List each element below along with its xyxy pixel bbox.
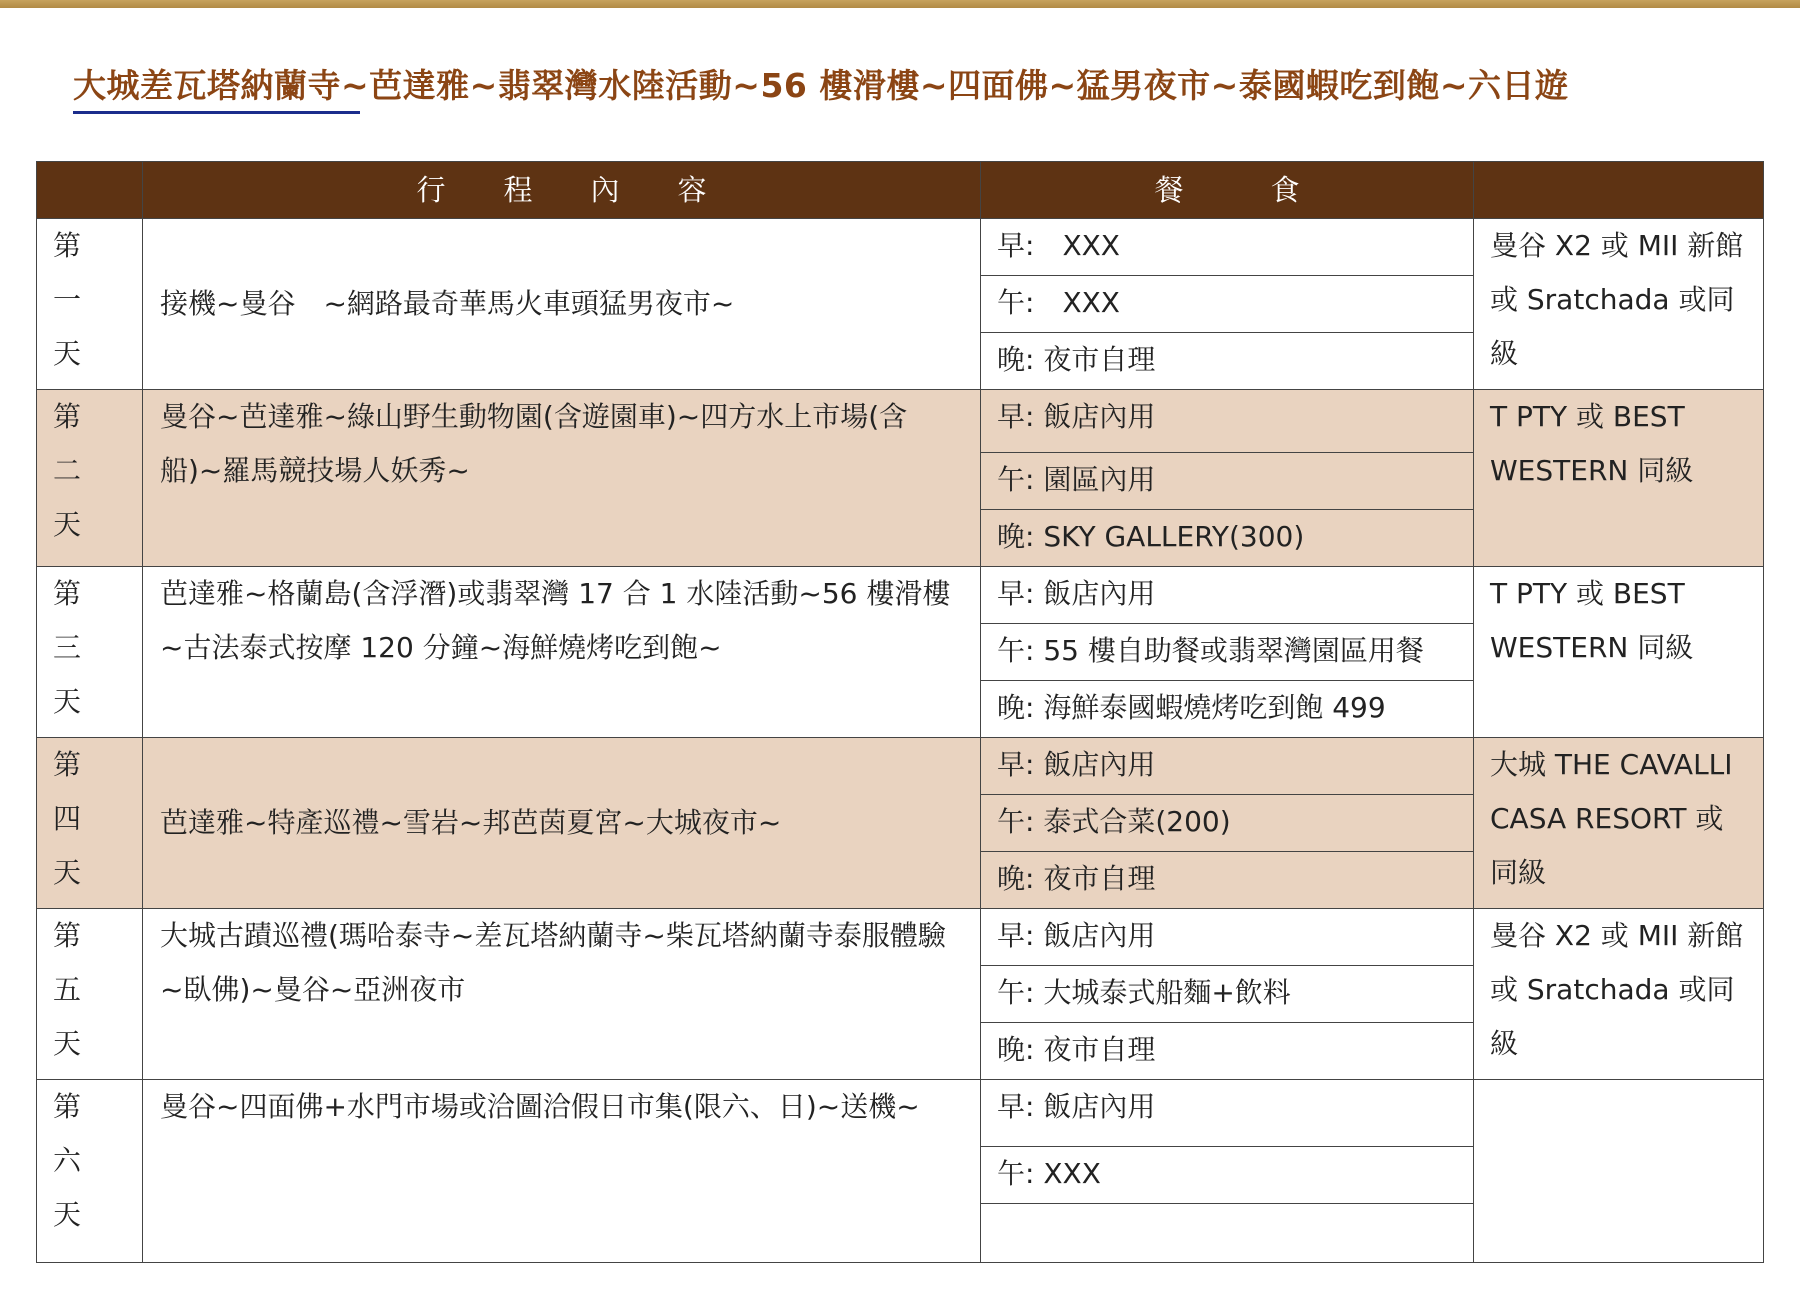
meal-cell [981, 1023, 1474, 1080]
day-char: 第 [53, 919, 82, 952]
meal-cell [981, 219, 1474, 276]
itinerary-cell [143, 738, 981, 909]
meal-label: 午: [997, 805, 1035, 838]
table-row [37, 390, 1764, 453]
meal-label: 午: [997, 634, 1035, 667]
meal-value: 泰式合菜(200) [1034, 805, 1231, 838]
meal-cell [981, 567, 1474, 624]
table-header-row [37, 162, 1764, 219]
day-char: 天 [53, 337, 82, 370]
itinerary-text: 曼谷~四面佛+水門市場或洽圖洽假日市集(限六、日)~送機~ [160, 1090, 920, 1123]
meal-label: 午: [997, 976, 1035, 1009]
meal-label: 午: [997, 286, 1035, 319]
meal-value: 大城泰式船麵+飲料 [1034, 976, 1291, 1009]
meal-label: 午: [997, 463, 1035, 496]
itinerary-text: 芭達雅~特產巡禮~雪岩~邦芭茵夏宮~大城夜市~ [160, 806, 782, 839]
day-char: 天 [53, 508, 82, 541]
title-underline [73, 111, 360, 114]
day-char: 天 [53, 1027, 82, 1060]
header-hotel [1474, 162, 1764, 219]
meal-label: 晚: [997, 1033, 1035, 1066]
meal-value: XXX [1034, 229, 1120, 262]
meal-label: 午: [997, 1157, 1035, 1190]
top-decorative-rule [0, 0, 1800, 8]
day-char: 四 [53, 802, 82, 835]
meal-label: 早: [997, 229, 1035, 262]
itinerary-text: 大城古蹟巡禮(瑪哈泰寺~差瓦塔納蘭寺~柴瓦塔納蘭寺泰服體驗~臥佛)~曼谷~亞洲夜市 [160, 919, 946, 1006]
meal-label: 晚: [997, 691, 1035, 724]
meal-cell [981, 624, 1474, 681]
day-char: 天 [53, 1198, 82, 1231]
table-row [37, 567, 1764, 624]
day-cell [37, 909, 143, 1080]
meal-value: 夜市自理 [1034, 343, 1156, 376]
itinerary-text: 接機~曼谷 ~網路最奇華馬火車頭猛男夜市~ [160, 287, 735, 320]
meal-value: 飯店內用 [1034, 1090, 1156, 1123]
day-char: 天 [53, 856, 82, 889]
day-char: 第 [53, 748, 82, 781]
day-cell [37, 219, 143, 390]
hotel-text: 曼谷 X2 或 MII 新館或 Sratchada 或同級 [1490, 919, 1744, 1060]
meal-label: 晚: [997, 343, 1035, 376]
itinerary-cell [143, 390, 981, 567]
meal-cell [981, 333, 1474, 390]
day-char: 六 [53, 1144, 82, 1177]
meal-value: 園區內用 [1034, 463, 1156, 496]
day-char: 第 [53, 577, 82, 610]
day-cell [37, 1080, 143, 1263]
table-row [37, 219, 1764, 276]
meal-cell [981, 738, 1474, 795]
hotel-text: 曼谷 X2 或 MII 新館或 Sratchada 或同級 [1490, 229, 1744, 370]
document-title: 大城差瓦塔納蘭寺~芭達雅~翡翠灣水陸活動~56 樓滑樓~四面佛~猛男夜市~泰國蝦吃到飽~六日遊 [73, 66, 1569, 105]
meal-cell [981, 1080, 1474, 1147]
meal-value: 夜市自理 [1034, 862, 1156, 895]
itinerary-text: 芭達雅~格蘭島(含浮潛)或翡翠灣 17 合 1 水陸活動~56 樓滑樓~古法泰式按摩 120 分鐘~海鮮燒烤吃到飽~ [160, 577, 951, 664]
meal-cell [981, 966, 1474, 1023]
meal-label: 早: [997, 400, 1035, 433]
itinerary-text: 曼谷~芭達雅~綠山野生動物園(含遊園車)~四方水上市場(含船)~羅馬競技場人妖秀~ [160, 400, 908, 487]
meal-cell [981, 852, 1474, 909]
day-char: 二 [53, 454, 82, 487]
day-char: 天 [53, 685, 82, 718]
meal-value: 海鮮泰國蝦燒烤吃到飽 499 [1034, 691, 1386, 724]
meal-label: 晚: [997, 862, 1035, 895]
itinerary-cell [143, 909, 981, 1080]
header-meals: 餐 食 [981, 162, 1474, 219]
header-day [37, 162, 143, 219]
meal-value: 55 樓自助餐或翡翠灣園區用餐 [1034, 634, 1424, 667]
day-cell [37, 390, 143, 567]
hotel-cell [1474, 1080, 1764, 1263]
day-char: 第 [53, 229, 82, 262]
itinerary-cell [143, 1080, 981, 1263]
itinerary-cell [143, 567, 981, 738]
day-char: 五 [53, 973, 82, 1006]
hotel-cell [1474, 567, 1764, 738]
meal-cell [981, 453, 1474, 510]
hotel-text: T PTY 或 BEST WESTERN 同級 [1490, 400, 1694, 487]
meal-value: 飯店內用 [1034, 577, 1156, 610]
table-row [37, 738, 1764, 795]
meal-value: 飯店內用 [1034, 400, 1156, 433]
meal-value: 飯店內用 [1034, 919, 1156, 952]
meal-cell [981, 1147, 1474, 1204]
meal-value: 飯店內用 [1034, 748, 1156, 781]
meal-label: 晚: [997, 520, 1035, 553]
meal-cell [981, 1204, 1474, 1263]
day-char: 第 [53, 400, 82, 433]
hotel-cell [1474, 390, 1764, 567]
hotel-text: T PTY 或 BEST WESTERN 同級 [1490, 577, 1694, 664]
day-cell [37, 567, 143, 738]
meal-cell [981, 390, 1474, 453]
meal-cell [981, 909, 1474, 966]
meal-value: XXX [1034, 1157, 1101, 1190]
meal-cell [981, 681, 1474, 738]
meal-label: 早: [997, 748, 1035, 781]
day-char: 三 [53, 631, 82, 664]
hotel-cell [1474, 219, 1764, 390]
meal-label: 早: [997, 577, 1035, 610]
meal-cell [981, 276, 1474, 333]
hotel-cell [1474, 738, 1764, 909]
header-itinerary: 行 程 內 容 [143, 162, 981, 219]
meal-value: 夜市自理 [1034, 1033, 1156, 1066]
itinerary-body [37, 219, 1764, 1263]
itinerary-table [36, 161, 1764, 1263]
table-row [37, 909, 1764, 966]
hotel-cell [1474, 909, 1764, 1080]
meal-value: XXX [1034, 286, 1120, 319]
meal-label: 早: [997, 1090, 1035, 1123]
table-row [37, 1080, 1764, 1147]
meal-value: SKY GALLERY(300) [1034, 520, 1305, 553]
meal-cell [981, 510, 1474, 567]
day-char: 一 [53, 283, 82, 316]
day-cell [37, 738, 143, 909]
day-char: 第 [53, 1090, 82, 1123]
meal-cell [981, 795, 1474, 852]
itinerary-cell [143, 219, 981, 390]
hotel-text: 大城 THE CAVALLI CASA RESORT 或同級 [1490, 748, 1733, 889]
meal-label: 早: [997, 919, 1035, 952]
